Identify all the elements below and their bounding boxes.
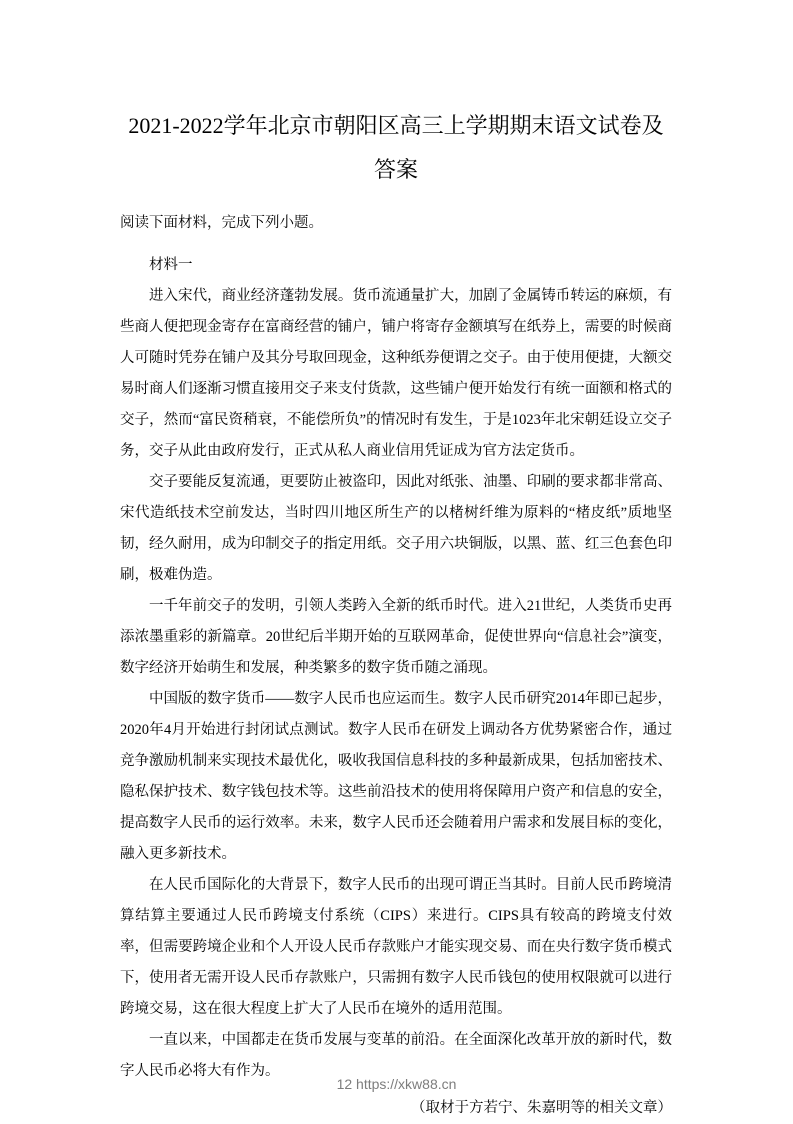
paragraph-2: 交子要能反复流通，更要防止被盗印，因此对纸张、油墨、印刷的要求都非常高、宋代造纸技术空前发达，当时四川地区所生产的以楮树纤维为原料的“楮皮纸”质地坚韧，经久耐用，成为印制交子的指定用纸。交子用六块铜版，以黑、蓝、红三色套色印刷，极难伪造。 <box>120 474 672 583</box>
document-title: 2021-2022学年北京市朝阳区高三上学期期末语文试卷及答案 <box>128 113 664 182</box>
paragraph-1: 进入宋代，商业经济蓬勃发展。货币流通量扩大，加剧了金属铸币转运的麻烦，有些商人便把现金寄存在富商经营的铺户，铺户将寄存金额填写在纸券上，需要的时候商人可随时凭券在铺户及其分号取回现金，这种纸券便谓之交子。由于使用便捷，大额交易时商人们逐渐习惯直接用交子来支付货款，这些铺户便开始发行有统一面额和格式的交子，然而“富民资稍衰，不能偿所负”的情况时有发生，于是1023年北宋朝廷设立交子务，交子从此由政府发行，正式从私人商业信用凭证成为官方法定货币。 <box>120 288 672 459</box>
page-footer-watermark: 12 https://xkw88.cn <box>336 1076 457 1092</box>
attribution-line: （取材于方若宁、朱嘉明等的相关文章） <box>411 1100 672 1116</box>
paragraph-3: 一千年前交子的发明，引领人类跨入全新的纸币时代。进入21世纪，人类货币史再添浓墨重彩的新篇章。20世纪后半期开始的互联网革命，促使世界向“信息社会”演变，数字经济开始萌生和发展，种类繁多的数字货币随之涌现。 <box>120 598 672 676</box>
paragraph-5: 在人民币国际化的大背景下，数字人民币的出现可谓正当其时。目前人民币跨境清算结算主要通过人民币跨境支付系统（CIPS）来进行。CIPS具有较高的跨境支付效率，但需要跨境企业和个人开设人民币存款账户才能实现交易、而在央行数字货币模式下，使用者无需开设人民币存款账户，只需拥有数字人民币钱包的使用权限就可以进行跨境交易，这在很大程度上扩大了人民币在境外的适用范围。 <box>120 877 672 1017</box>
intro-line: 阅读下面材料，完成下列小题。 <box>120 215 323 231</box>
paragraph-6: 一直以来，中国都走在货币发展与变革的前沿。在全面深化改革开放的新时代，数字人民币必将大有作为。 <box>120 1032 672 1079</box>
paragraph-4: 中国版的数字货币——数字人民币也应运而生。数字人民币研究2014年即已起步，2020年4月开始进行封闭试点测试。数字人民币在研发上调动各方优势紧密合作，通过竞争激励机制来实现技术最优化，吸收我国信息科技的多种最新成果，包括加密技术、隐私保护技术、数字钱包技术等。这些前沿技术的使用将保障用户资产和信息的安全，提高数字人民币的运行效率。未来，数字人民币还会随着用户需求和发展目标的变化，融入更多新技术。 <box>120 691 672 862</box>
section-label: 材料一 <box>149 257 193 273</box>
